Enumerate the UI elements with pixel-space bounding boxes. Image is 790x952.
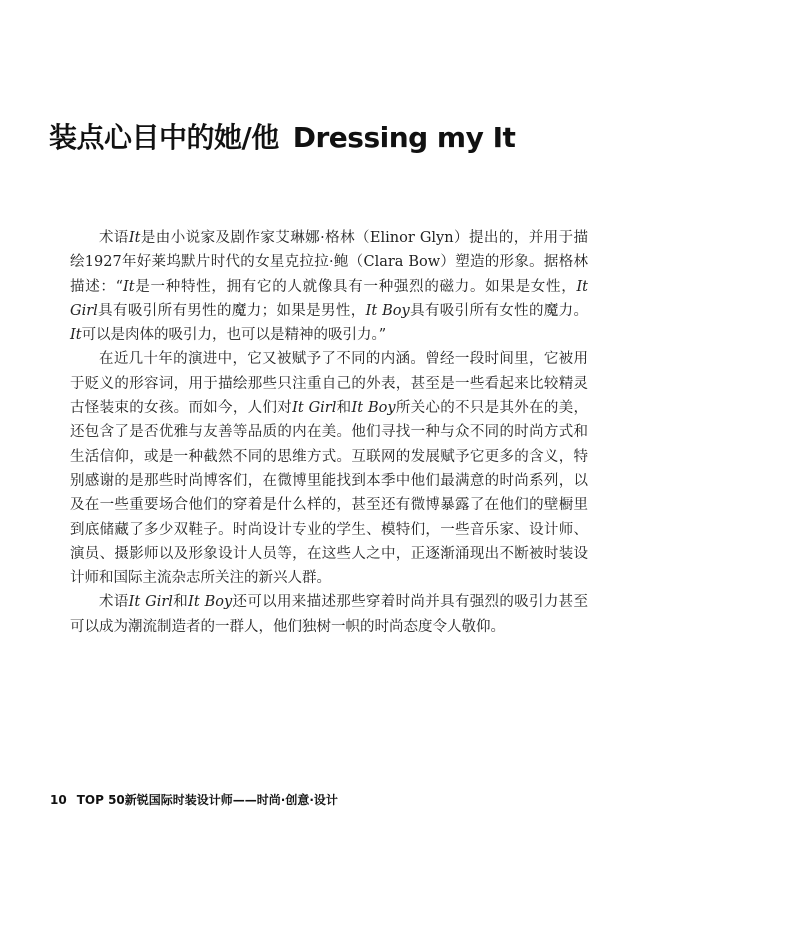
- text-run: 和: [336, 400, 352, 417]
- page-title: [49, 118, 515, 158]
- paragraph: [70, 590, 588, 639]
- italic-term: It Boy: [351, 400, 396, 417]
- text-run: 还可以用来描述那些穿着时尚并具有强烈的吸引力甚至可以成为潮流制造者的一群人，他们独树一帜的时尚态度令人敬仰。: [70, 594, 589, 635]
- title-chinese: 装点心目中的她/他: [49, 121, 279, 154]
- book-title: TOP 50新锐国际时装设计师——时尚·创意·设计: [76, 793, 338, 807]
- text-run: 所关心的不只是其外在的美，还包含了是否优雅与友善等品质的内在美。他们寻找一种与众不同的时尚方式和生活信仰，或是一种截然不同的思维方式。互联网的发展赋予它更多的含义，特别感谢的是那些时尚博客们，在微博里能找到本季中他们最满意的时尚系列，以及在一些重要场合他们的穿着是什么样的，甚至还有微博暴露了在他们的壁橱里到底储藏了多少双鞋子。时尚设计专业的学生、模特们，一些音乐家、设计师、演员、摄影师以及形象设计人员等，在这些人之中，正逐渐涌现出不断被时装设计师和国际主流杂志所关注的新兴人群。: [70, 400, 589, 587]
- text-run: 可以是肉体的吸引力，也可以是精神的吸引力。”: [81, 327, 387, 344]
- body-text: [70, 226, 588, 639]
- italic-term: It Boy: [188, 594, 233, 611]
- text-run: 具有吸引所有女性的魔力。: [409, 302, 589, 319]
- italic-term: It Girl: [128, 594, 173, 611]
- italic-term: It Boy: [365, 302, 410, 319]
- paragraph: [70, 226, 588, 347]
- italic-term: It: [128, 230, 141, 246]
- page-number: 10: [50, 793, 67, 807]
- page-footer: [50, 791, 338, 808]
- text-run: 在近几十年的演进中，它又被赋予了不同的内涵。曾经一段时间里，它被用于贬义的形容词，用于描绘那些只注重自己的外表，甚至是一些看起来比较精灵古怪装束的女孩。而如今，人们对: [70, 351, 588, 417]
- text-run: 是一种特性，拥有它的人就像具有一种强烈的磁力。如果是女性，: [134, 278, 577, 295]
- text-run: 术语: [99, 594, 129, 611]
- italic-term: It Girl: [70, 278, 588, 319]
- italic-term: It: [123, 278, 135, 295]
- text-run: 是由小说家及剧作家艾琳娜·格林（Elinor Glyn）提出的，并用于描绘1927年好莱坞默片时代的女星克拉拉·鲍（Clara Bow）塑造的形象。据格林描述：“: [70, 230, 589, 295]
- paragraph: [70, 347, 588, 590]
- italic-term: It Girl: [292, 400, 337, 417]
- title-english: Dressing my It: [292, 121, 516, 154]
- text-run: 具有吸引所有男性的魔力；如果是男性，: [97, 302, 366, 319]
- text-run: 术语: [99, 230, 129, 246]
- italic-term: It: [70, 327, 82, 344]
- text-run: 和: [172, 594, 189, 611]
